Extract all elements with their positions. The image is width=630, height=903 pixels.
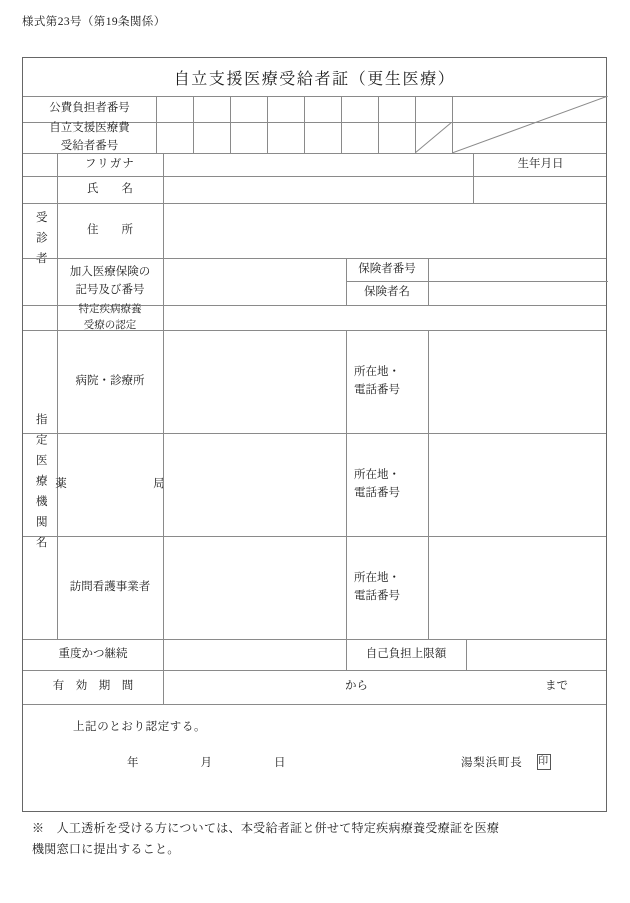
public-expense-number-cell-8[interactable]: [415, 96, 452, 122]
institution-row-2-address-value[interactable]: [428, 536, 608, 639]
institution-row-0-address-label-line1: 所在地・: [354, 366, 400, 379]
recipient-number-cell-3[interactable]: [230, 122, 267, 153]
name-value[interactable]: [163, 176, 473, 203]
insurance-symbol-value[interactable]: [163, 258, 346, 305]
insurance-symbol-label-line2: 記号及び番号: [75, 283, 145, 296]
recipient-number-cell-6[interactable]: [341, 122, 378, 153]
footnote-line-2: 機関窓口に提出すること。: [32, 842, 180, 856]
institution-row-1-address-label-line1: 所在地・: [354, 469, 400, 482]
page-title: 自立支援医療受給者証（更生医療）: [173, 70, 456, 88]
unused-region-slash-large-icon: [452, 96, 608, 153]
certificate-frame: [22, 57, 607, 812]
recipient-number-label-line1: 自立支援医療費: [49, 122, 130, 135]
valid-period-to[interactable]: まで: [545, 680, 568, 693]
seal-stamp-icon[interactable]: 印: [537, 754, 551, 770]
public-expense-number-boxes[interactable]: [156, 96, 452, 122]
insurer-number-label: 保険者番号: [358, 262, 416, 275]
institution-row-0-name-label: 病院・診療所: [75, 374, 145, 387]
institution-row-1-address-label-line2: 電話番号: [354, 486, 400, 499]
public-expense-number-cell-4[interactable]: [267, 96, 304, 122]
recipient-number-cell-1[interactable]: [156, 122, 193, 153]
severe-continuous-value[interactable]: [163, 639, 346, 670]
institution-row-1-name-label: 薬 局: [55, 477, 178, 490]
institution-row-2-name-label: 訪問看護事業者: [69, 580, 151, 593]
issuer-block: [461, 754, 551, 770]
insurance-symbol-label-line1: 加入医療保険の: [69, 266, 151, 279]
insurer-name-label: 保険者名: [364, 286, 410, 299]
title-band: [23, 58, 606, 96]
institution-side-label: 指定医療機関名: [34, 412, 47, 557]
recipient-number-label-line2: 受給者番号: [60, 139, 119, 152]
recipient-number-cell-8[interactable]: [415, 122, 452, 153]
furigana-label: フリガナ: [84, 157, 136, 170]
institution-row-0-address-label-line2: 電話番号: [354, 383, 400, 396]
institution-row-1-name-value[interactable]: [163, 433, 346, 536]
footnote-line-1: ※ 人工透析を受ける方については、本受給者証と併せて特定疾病療養受療証を医療: [32, 821, 500, 835]
specific-disease-label-line1: 特定疾病療養: [78, 303, 142, 315]
footnote: [32, 818, 602, 860]
institution-row-0-address-label: [346, 330, 428, 433]
recipient-number-cell-7[interactable]: [378, 122, 415, 153]
public-expense-number-cell-6[interactable]: [341, 96, 378, 122]
institution-row-1-address-label: [346, 433, 428, 536]
address-label: 住 所: [87, 223, 133, 236]
public-expense-number-cell-7[interactable]: [378, 96, 415, 122]
recipient-number-label: [23, 122, 156, 153]
public-expense-number-cell-5[interactable]: [304, 96, 341, 122]
form-number: 様式第23号（第19条関係）: [22, 16, 166, 28]
approval-date-line[interactable]: 年 月 日: [127, 757, 299, 769]
copay-limit-value[interactable]: [466, 639, 608, 670]
institution-row-2-address-label-line2: 電話番号: [354, 589, 400, 602]
name-label: 氏 名: [87, 182, 133, 195]
furigana-value[interactable]: [163, 153, 473, 176]
birthdate-label: 生年月日: [517, 157, 564, 170]
valid-period-label: 有 効 期 間: [52, 680, 134, 693]
recipient-number-cell-4[interactable]: [267, 122, 304, 153]
institution-row-1-address-value[interactable]: [428, 433, 608, 536]
public-expense-number-label: 公費負担者番号: [49, 102, 130, 115]
insurer-name-value[interactable]: [428, 281, 608, 305]
birthdate-value[interactable]: [473, 176, 608, 203]
institution-row-0-address-value[interactable]: [428, 330, 608, 433]
recipient-number-boxes[interactable]: [156, 122, 452, 153]
rule-period-bottom: [23, 704, 606, 705]
public-expense-number-cell-3[interactable]: [230, 96, 267, 122]
rule-insurer-middle: [346, 281, 608, 282]
patient-side-label: 受診者: [34, 210, 47, 273]
issuer-name: 湯梨浜町長: [461, 757, 523, 769]
insurer-number-value[interactable]: [428, 258, 608, 281]
specific-disease-label: [57, 305, 163, 330]
public-expense-number-cell-2[interactable]: [193, 96, 230, 122]
institution-row-2-name-value[interactable]: [163, 536, 346, 639]
public-expense-number-cell-1[interactable]: [156, 96, 193, 122]
specific-disease-value[interactable]: [163, 305, 608, 330]
insurance-symbol-label: [57, 258, 163, 305]
institution-row-2-address-label: [346, 536, 428, 639]
institution-row-2-address-label-line1: 所在地・: [354, 572, 400, 585]
severe-continuous-label: 重度かつ継続: [58, 647, 128, 660]
specific-disease-label-line2: 受療の認定: [83, 319, 137, 331]
approval-statement: 上記のとおり認定する。: [73, 721, 207, 733]
valid-period-from[interactable]: から: [345, 680, 368, 693]
recipient-number-cell-5[interactable]: [304, 122, 341, 153]
institution-row-0-name-value[interactable]: [163, 330, 346, 433]
rule-numarea-right: [452, 96, 453, 153]
address-value[interactable]: [163, 203, 608, 258]
copay-limit-label: 自己負担上限額: [365, 647, 447, 660]
recipient-number-cell-2[interactable]: [193, 122, 230, 153]
